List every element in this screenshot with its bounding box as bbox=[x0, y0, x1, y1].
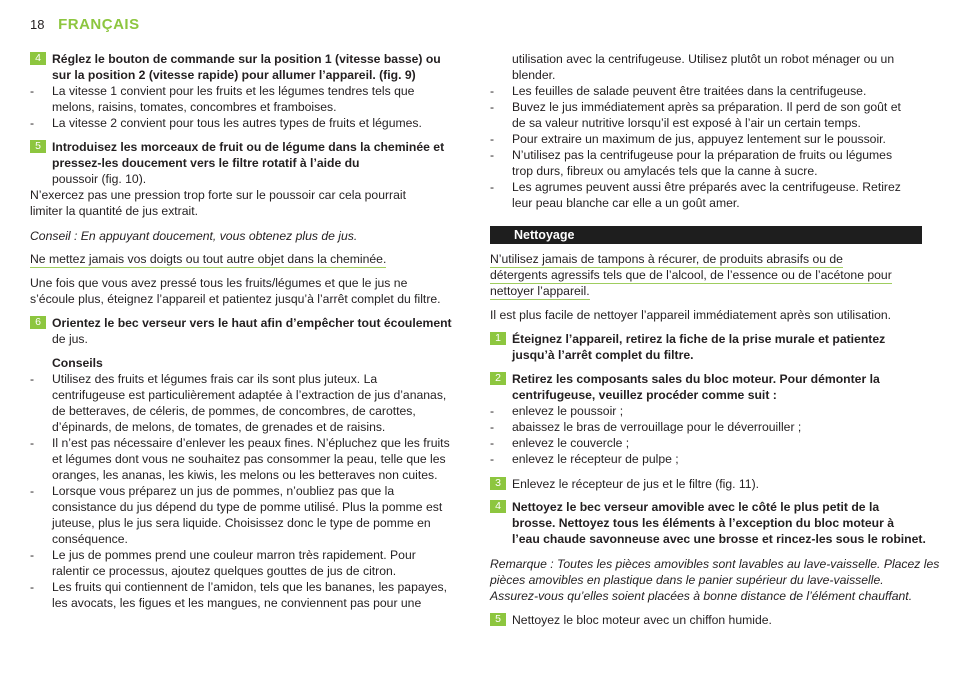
clean-step-1-line-1: Éteignez l’appareil, retirez la fiche de la prise murale et patientez bbox=[512, 332, 886, 346]
step-4-bullet-a-1: La vitesse 1 convient pour les fruits et les légumes tendres tels que bbox=[52, 84, 415, 98]
tip-drink-2: de sa valeur nutritive lorsqu’il est exposé à l’air un certain temps. bbox=[512, 116, 861, 130]
disassemble-3: enlevez le couvercle ; bbox=[512, 436, 630, 450]
clean-warning-line-1 bbox=[490, 251, 843, 267]
tip-5-line-1: Les fruits qui contiennent de l’amidon, tels que les bananes, les papayes, bbox=[52, 580, 447, 594]
tip-extract: Pour extraire un maximum de jus, appuyez lentement sur le poussoir. bbox=[512, 132, 886, 146]
dash: - bbox=[30, 436, 35, 450]
tip-citrus-1: Les agrumes peuvent aussi être préparés avec la centrifugeuse. Retirez bbox=[512, 180, 901, 194]
dash: - bbox=[490, 148, 495, 162]
disassemble-4: enlevez le récepteur de pulpe ; bbox=[512, 452, 679, 466]
clean-step-1-badge: 1 bbox=[490, 332, 506, 345]
section-heading bbox=[490, 226, 922, 244]
dash: - bbox=[30, 372, 35, 386]
clean-step-1-line-2: jusqu’à l’arrêt complet du filtre. bbox=[512, 348, 694, 362]
remark-line-3: Assurez-vous qu’elles soient placées à bonne distance de l’élément chauffant. bbox=[490, 589, 913, 603]
dash: - bbox=[490, 84, 495, 98]
pressure-note-2: limiter la quantité de jus extrait. bbox=[30, 204, 198, 218]
clean-step-3-badge: 3 bbox=[490, 477, 506, 490]
pressure-note-1: N’exercez pas une pression trop forte sur le poussoir car cela pourrait bbox=[30, 188, 406, 202]
tip-4-line-1: Le jus de pommes prend une couleur marron très rapidement. Pour bbox=[52, 548, 416, 562]
continued-line-1: utilisation avec la centrifugeuse. Utilisez plutôt un robot ménager ou un bbox=[512, 52, 895, 66]
tip-2-line-3: oranges, les ananas, les kiwis, les melons ou les betteraves non cuites. bbox=[52, 468, 438, 482]
tip-3-line-4: conséquence. bbox=[52, 532, 128, 546]
dash: - bbox=[30, 580, 35, 594]
clean-step-4-badge: 4 bbox=[490, 500, 506, 513]
dash: - bbox=[30, 484, 35, 498]
dash: - bbox=[30, 548, 35, 562]
tip-drink-1: Buvez le jus immédiatement après sa préparation. Il perd de son goût et bbox=[512, 100, 901, 114]
tip-line: Conseil : En appuyant doucement, vous obtenez plus de jus. bbox=[30, 229, 358, 243]
tip-4-line-2: ralentir ce processus, ajoutez quelques gouttes de jus de citron. bbox=[52, 564, 397, 578]
clean-step-4-line-3: l’eau chaude savonneuse avec une brosse et rincez-les sous le robinet. bbox=[512, 532, 926, 546]
clean-step-2-badge: 2 bbox=[490, 372, 506, 385]
step-4-badge: 4 bbox=[30, 52, 46, 65]
step-4-bullet-b: La vitesse 2 convient pour tous les autres types de fruits et légumes. bbox=[52, 116, 422, 130]
clean-intro: Il est plus facile de nettoyer l’appareil immédiatement après son utilisation. bbox=[490, 308, 892, 322]
step-5-line-1: Introduisez les morceaux de fruit ou de légume dans la cheminée et bbox=[52, 140, 445, 154]
section-title: Nettoyage bbox=[514, 228, 575, 242]
step-4-line-2: sur la position 2 (vitesse rapide) pour allumer l’appareil. (fig. 9) bbox=[52, 68, 416, 82]
step-6-line-1: Orientez le bec verseur vers le haut afin d’empêcher tout écoulement bbox=[52, 316, 452, 330]
tip-salad: Les feuilles de salade peuvent être traitées dans la centrifugeuse. bbox=[512, 84, 867, 98]
tip-5-line-2: les avocats, les figues et les mangues, ne conviennent pas pour une bbox=[52, 596, 422, 610]
after-pressing-1: Une fois que vous avez pressé tous les fruits/légumes et que le jus ne bbox=[30, 276, 408, 290]
tip-3-line-1: Lorsque vous préparez un jus de pommes, n’oubliez pas que la bbox=[52, 484, 395, 498]
dash: - bbox=[490, 100, 495, 114]
tip-1-line-2: centrifugeuse est particulièrement adaptée à l’extraction de jus d’ananas, bbox=[52, 388, 447, 402]
warning-line bbox=[30, 251, 386, 267]
tips-title: Conseils bbox=[52, 356, 103, 370]
clean-step-2-line-2: centrifugeuse, veuillez procéder comme suit : bbox=[512, 388, 777, 402]
disassemble-2: abaissez le bras de verrouillage pour le déverrouiller ; bbox=[512, 420, 802, 434]
tip-1-line-3: de betteraves, de céleris, de pommes, de concombres, de carottes, bbox=[52, 404, 416, 418]
step-5-badge: 5 bbox=[30, 140, 46, 153]
warning-text: Ne mettez jamais vos doigts ou tout autre objet dans la cheminée. bbox=[30, 252, 387, 266]
step-4-bullet-a-2: melons, raisins, tomates, concombres et framboises. bbox=[52, 100, 337, 114]
page-header bbox=[30, 16, 140, 33]
clean-step-5-line-1: Nettoyez le bloc moteur avec un chiffon humide. bbox=[512, 613, 772, 627]
clean-warning-text-3: nettoyer l’appareil. bbox=[490, 284, 590, 298]
remark-line-2: pièces amovibles en plastique dans le panier supérieur du lave-vaisselle. bbox=[490, 573, 884, 587]
dash: - bbox=[490, 132, 495, 146]
disassemble-1: enlevez le poussoir ; bbox=[512, 404, 624, 418]
tip-citrus-2: leur peau blanche car elle a un goût amer. bbox=[512, 196, 740, 210]
clean-step-3-line-1: Enlevez le récepteur de jus et le filtre (fig. 11). bbox=[512, 477, 760, 491]
tip-3-line-2: consistance du jus dépend du type de pomme utilisé. Plus la pomme est bbox=[52, 500, 443, 514]
clean-warning-line-2 bbox=[490, 267, 892, 283]
clean-warning-text-2: détergents agressifs tels que de l’alcool, de l’essence ou de l’acétone pour bbox=[490, 268, 892, 282]
step-6-badge: 6 bbox=[30, 316, 46, 329]
dash: - bbox=[490, 436, 495, 450]
dash: - bbox=[490, 452, 495, 466]
clean-warning-text-1: N’utilisez jamais de tampons à récurer, de produits abrasifs ou de bbox=[490, 252, 843, 266]
dash: - bbox=[490, 420, 495, 434]
after-pressing-2: s’écoule plus, éteignez l’appareil et patientez jusqu’à l’arrêt complet du filtre. bbox=[30, 292, 441, 306]
dash: - bbox=[30, 84, 35, 98]
tip-3-line-3: juteuse, plus le jus sera liquide. Choisissez donc le type de pomme en bbox=[52, 516, 431, 530]
tip-2-line-1: Il n’est pas nécessaire d’enlever les peaux fines. N’épluchez que les fruits bbox=[52, 436, 450, 450]
tip-hard-1: N’utilisez pas la centrifugeuse pour la préparation de fruits ou légumes bbox=[512, 148, 893, 162]
clean-step-4-line-2: brosse. Nettoyez tous les éléments à l’exception du bloc moteur à bbox=[512, 516, 894, 530]
clean-warning-line-3 bbox=[490, 283, 590, 299]
language-title: FRANÇAIS bbox=[58, 16, 140, 33]
clean-step-5-badge: 5 bbox=[490, 613, 506, 626]
continued-line-2: blender. bbox=[512, 68, 556, 82]
dash: - bbox=[490, 404, 495, 418]
dash: - bbox=[30, 116, 35, 130]
step-4-line-1: Réglez le bouton de commande sur la position 1 (vitesse basse) ou bbox=[52, 52, 441, 66]
remark-line-1: Remarque : Toutes les pièces amovibles sont lavables au lave-vaisselle. Placez les bbox=[490, 557, 940, 571]
page-number: 18 bbox=[30, 17, 45, 32]
tip-hard-2: trop durs, fibreux ou amylacés tels que la canne à sucre. bbox=[512, 164, 818, 178]
tip-2-line-2: et légumes dont vous ne souhaitez pas consommer la peau, telle que les bbox=[52, 452, 446, 466]
clean-step-4-line-1: Nettoyez le bec verseur amovible avec le côté le plus petit de la bbox=[512, 500, 880, 514]
tip-1-line-4: d’épinards, de melons, de tomates, de grenades et de raisins. bbox=[52, 420, 386, 434]
step-6-line-2: de jus. bbox=[52, 332, 88, 346]
step-5-line-3: poussoir (fig. 10). bbox=[52, 172, 147, 186]
dash: - bbox=[490, 180, 495, 194]
step-5-line-2: pressez-les doucement vers le filtre rotatif à l’aide du bbox=[52, 156, 360, 170]
clean-step-2-line-1: Retirez les composants sales du bloc moteur. Pour démonter la bbox=[512, 372, 880, 386]
tip-1-line-1: Utilisez des fruits et légumes frais car ils sont plus juteux. La bbox=[52, 372, 378, 386]
